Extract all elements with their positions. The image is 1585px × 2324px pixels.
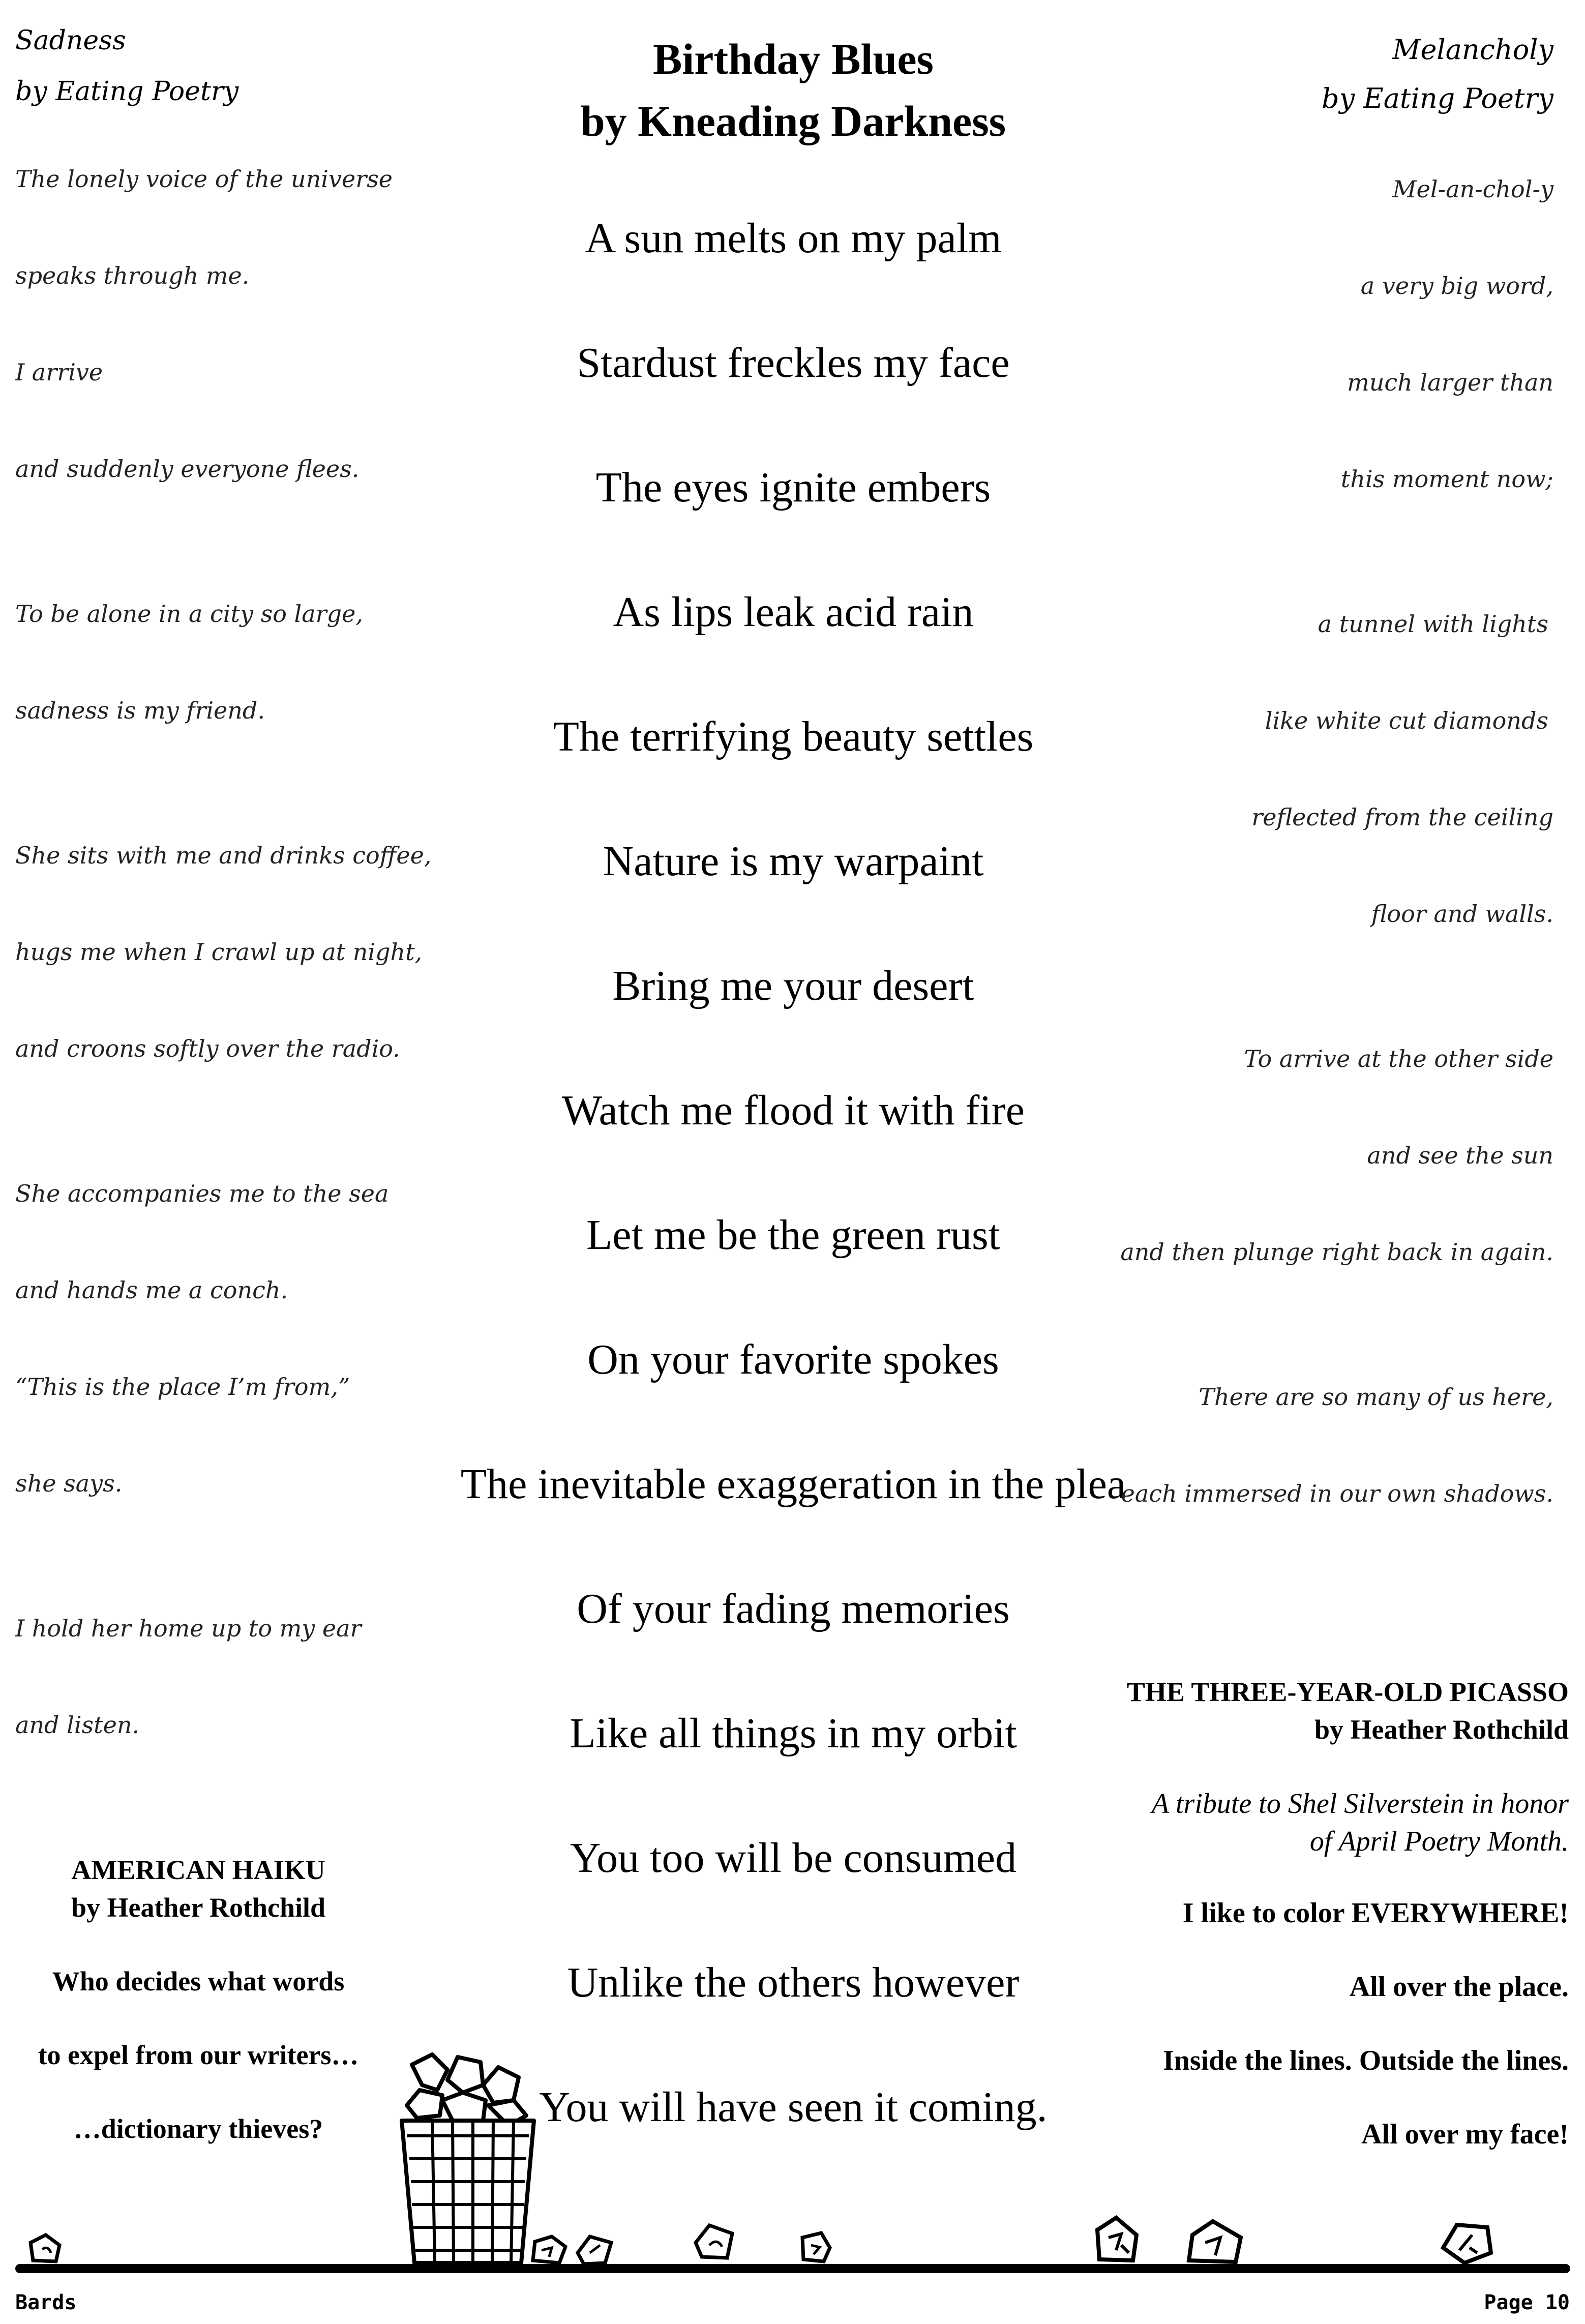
birthday-blues-line: Watch me flood it with fire [562,1087,1025,1134]
melancholy-byline: by Eating Poetry [1322,82,1553,114]
birthday-blues-line: Like all things in my orbit [570,1710,1017,1757]
picasso-line: All over my face! [1361,2119,1569,2150]
crumpled-paper-icon [529,2232,570,2268]
birthday-blues-line: The terrifying beauty settles [553,713,1034,760]
melancholy-line: this moment now; [1340,465,1553,493]
melancholy-line: like white cut diamonds [1265,707,1548,734]
birthday-blues-line: Let me be the green rust [586,1211,1000,1259]
haiku-byline: by Heather Rothchild [71,1892,326,1923]
birthday-blues-line: As lips leak acid rain [613,588,974,636]
birthday-blues-byline: by Kneading Darkness [580,97,1006,145]
sadness-line: She sits with me and drinks coffee, [15,842,432,869]
sadness-line: sadness is my friend. [15,697,265,724]
melancholy-line: each immersed in our own shadows. [1121,1480,1553,1507]
birthday-blues-line: On your favorite spokes [587,1336,999,1383]
sadness-heading [15,15,238,117]
sadness-line: and suddenly everyone flees. [15,455,360,483]
birthday-blues-line: Nature is my warpaint [603,838,984,885]
birthday-blues-line: You will have seen it coming. [539,2083,1048,2131]
crumpled-paper-icon [1093,2215,1144,2266]
sadness-line: I hold her home up to my ear [15,1615,362,1642]
melancholy-line: a very big word, [1360,272,1553,300]
melancholy-heading [1322,25,1553,123]
birthday-blues-line: A sun melts on my palm [585,215,1002,262]
melancholy-title: Melancholy [1392,34,1553,66]
sadness-line: She accompanies me to the sea [15,1180,389,1207]
picasso-dedication-line: of April Poetry Month. [1309,1826,1569,1857]
sadness-line: and hands me a conch. [15,1276,288,1304]
picasso-dedication-line: A tribute to Shel Silverstein in honor [1151,1788,1569,1820]
birthday-blues-line: Of your fading memories [577,1585,1010,1632]
ground-line [15,2264,1570,2273]
crumpled-paper-icon [1185,2217,1246,2266]
picasso-heading [1127,1673,1569,1748]
haiku-title: AMERICAN HAIKU [71,1855,325,1885]
haiku-line: Who decides what words [52,1966,345,1997]
crumpled-paper-icon [692,2222,737,2263]
melancholy-line: There are so many of us here, [1199,1383,1553,1411]
crumpled-paper-icon [1439,2220,1495,2266]
melancholy-line: floor and walls. [1371,900,1553,928]
picasso-line: Inside the lines. Outside the lines. [1162,2045,1569,2076]
sadness-line: hugs me when I crawl up at night, [15,938,423,966]
melancholy-line: and see the sun [1367,1142,1553,1169]
birthday-blues-line: The eyes ignite embers [595,464,991,511]
sadness-line: “This is the place I’m from,” [15,1373,350,1401]
birthday-blues-heading [427,28,1159,152]
melancholy-line: much larger than [1347,369,1553,396]
crumpled-paper-icon [575,2232,615,2268]
sadness-line: To be alone in a city so large, [15,600,363,628]
sadness-line: she says. [15,1470,123,1497]
footer-page-number: Page 10 [1484,2291,1570,2314]
haiku-line: …dictionary thieves? [73,2113,323,2144]
sadness-line: speaks through me. [15,262,250,289]
picasso-byline: by Heather Rothchild [1314,1714,1569,1745]
haiku-heading [15,1851,381,1926]
picasso-title: THE THREE-YEAR-OLD PICASSO [1126,1677,1569,1707]
melancholy-line: and then plunge right back in again. [1120,1238,1553,1266]
picasso-dedication [1152,1785,1569,1860]
birthday-blues-line: The inevitable exaggeration in the plea [460,1461,1126,1508]
melancholy-line: To arrive at the other side [1244,1045,1553,1072]
sadness-line: The lonely voice of the universe [15,165,393,193]
melancholy-line: a tunnel with lights [1318,610,1548,638]
birthday-blues-line: Bring me your desert [612,962,974,1009]
melancholy-line: reflected from the ceiling [1251,803,1553,831]
picasso-line: I like to color EVERYWHERE! [1182,1897,1569,1929]
birthday-blues-line: Stardust freckles my face [577,339,1010,386]
birthday-blues-line: You too will be consumed [570,1834,1017,1882]
sadness-line: and listen. [15,1711,140,1739]
melancholy-line: Mel-an-chol-y [1392,175,1553,203]
sadness-line: I arrive [15,359,103,386]
crumpled-paper-icon [798,2230,834,2266]
sadness-line: and croons softly over the radio. [15,1035,400,1062]
birthday-blues-title: Birthday Blues [653,35,934,83]
picasso-line: All over the place. [1349,1971,1569,2003]
birthday-blues-line: Unlike the others however [567,1959,1020,2006]
crumpled-paper-icon [28,2230,64,2266]
footer-section-name: Bards [15,2291,77,2314]
haiku-line: to expel from our writers… [38,2040,359,2070]
waste-basket-illustration [392,2049,544,2268]
sadness-title: Sadness [15,25,126,56]
sadness-byline: by Eating Poetry [15,76,239,107]
